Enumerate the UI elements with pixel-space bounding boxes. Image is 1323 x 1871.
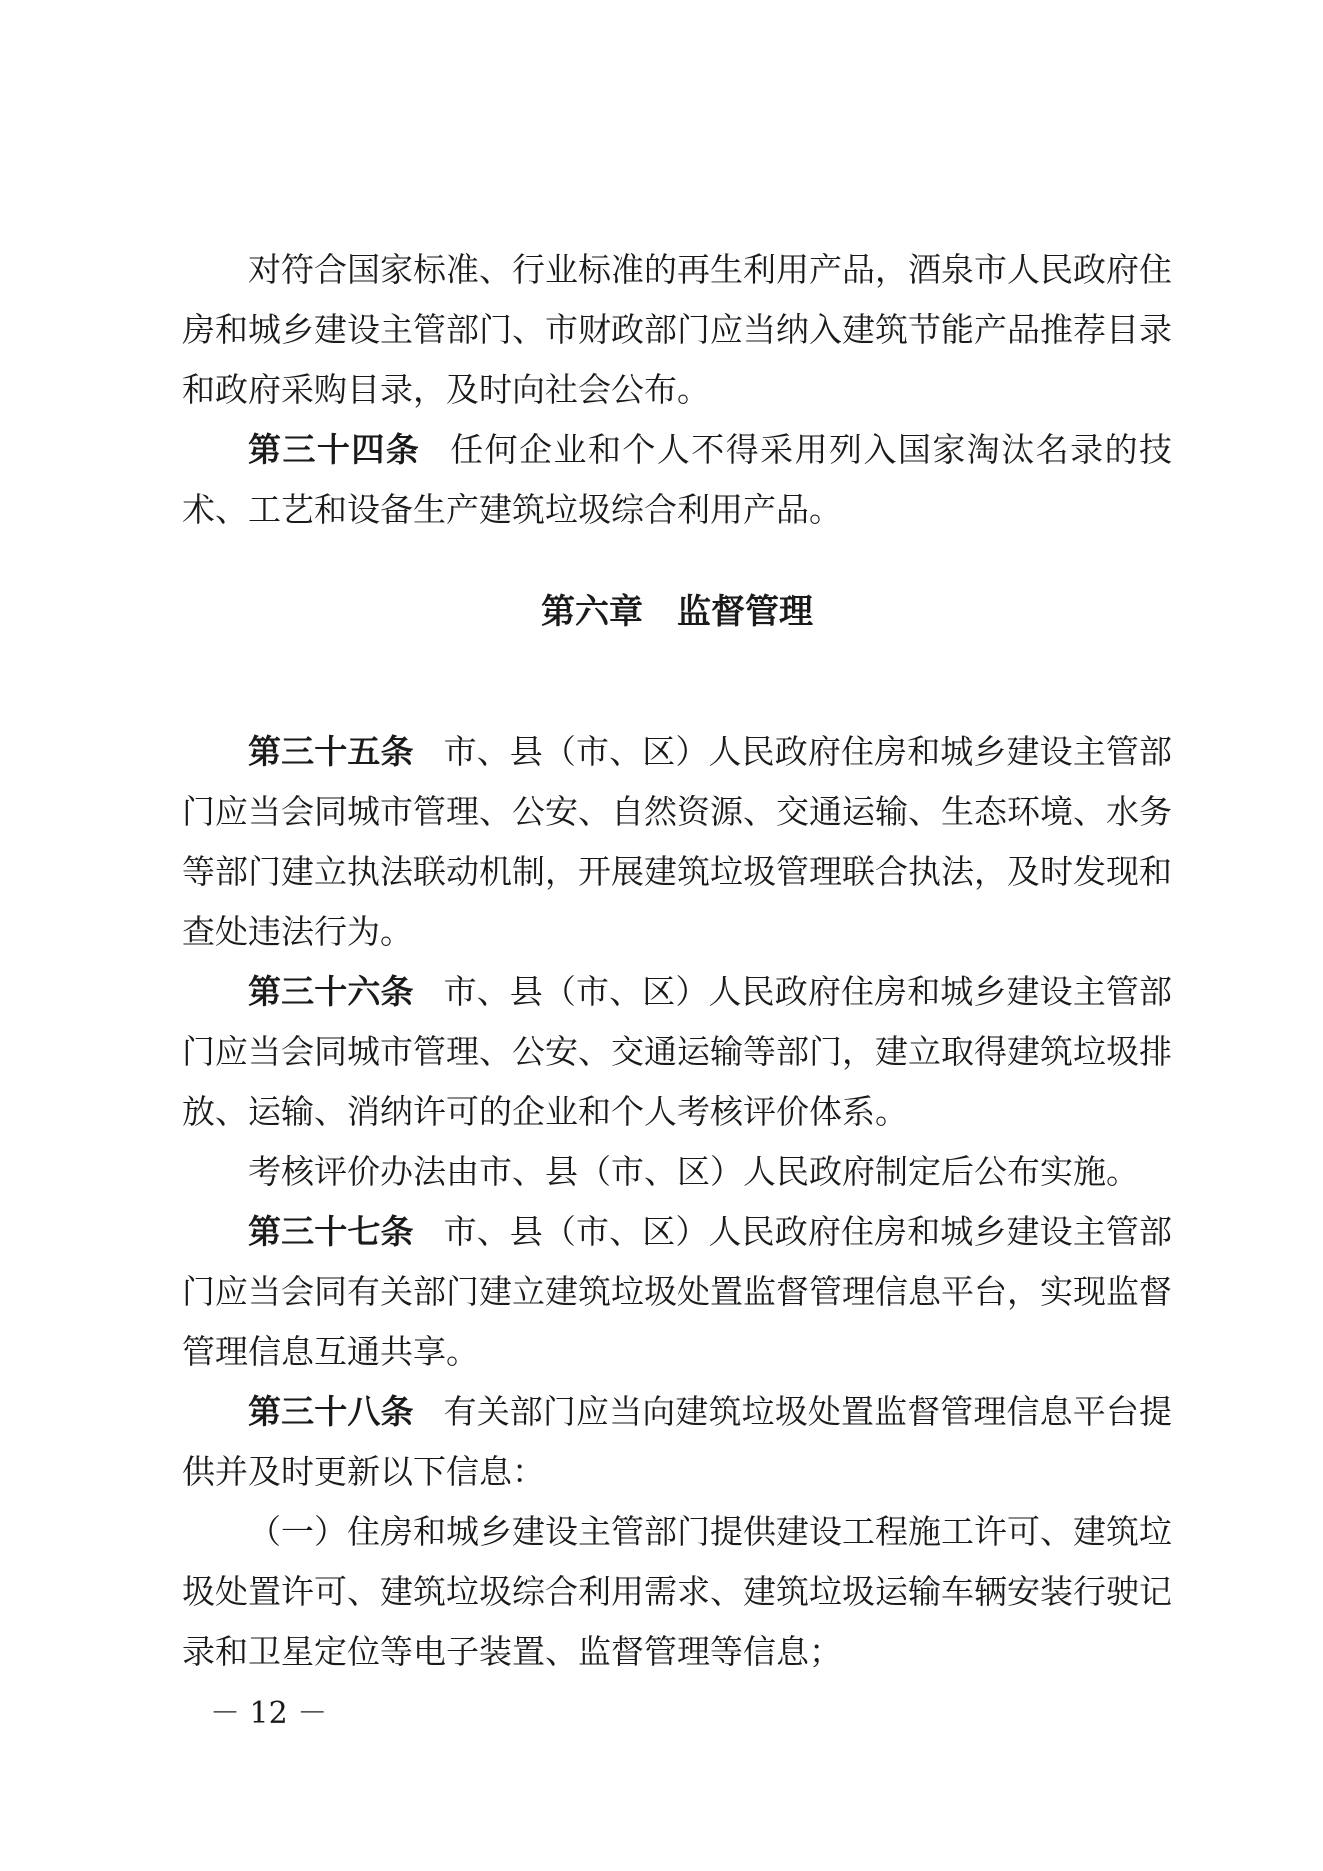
article-36-extra: 考核评价办法由市、县（市、区）人民政府制定后公布实施。 [248, 1152, 1139, 1191]
document-body [182, 240, 1172, 1682]
article-37-label: 第三十七条 [248, 1212, 414, 1251]
chapter-title: 第六章 监督管理 [541, 592, 813, 632]
article-36-label: 第三十六条 [248, 972, 414, 1011]
article-35-label: 第三十五条 [248, 732, 414, 771]
article-38-item-1: （一）住房和城乡建设主管部门提供建设工程施工许可、建筑垃圾处置许可、建筑垃圾综合利用需求、建筑垃圾运输车辆安装行驶记录和卫星定位等电子装置、监督管理等信息； [182, 1512, 1172, 1671]
article-38 [182, 1382, 1172, 1502]
article-36-text: 市、县（市、区）人民政府住房和城乡建设主管部门应当会同城市管理、公安、交通运输等部门，建立取得建筑垃圾排放、运输、消纳许可的企业和个人考核评价体系。 [182, 972, 1173, 1131]
article-34 [182, 420, 1172, 540]
article-38-text: 有关部门应当向建筑垃圾处置监督管理信息平台提供并及时更新以下信息： [182, 1392, 1173, 1491]
article-35 [182, 722, 1172, 962]
page-number: － 12 － [210, 1696, 328, 1731]
article-37-text: 市、县（市、区）人民政府住房和城乡建设主管部门应当会同有关部门建立建筑垃圾处置监督管理信息平台，实现监督管理信息互通共享。 [182, 1212, 1173, 1371]
article-35-text: 市、县（市、区）人民政府住房和城乡建设主管部门应当会同城市管理、公安、自然资源、交通运输、生态环境、水务等部门建立执法联动机制，开展建筑垃圾管理联合执法，及时发现和查处违法行为。 [182, 732, 1173, 951]
paragraph-recycled-products: 对符合国家标准、行业标准的再生利用产品，酒泉市人民政府住房和城乡建设主管部门、市财政部门应当纳入建筑节能产品推荐目录和政府采购目录，及时向社会公布。 [182, 250, 1172, 409]
article-34-text: 任何企业和个人不得采用列入国家淘汰名录的技术、工艺和设备生产建筑垃圾综合利用产品。 [182, 430, 1173, 529]
article-38-label: 第三十八条 [248, 1392, 414, 1431]
article-36 [182, 962, 1172, 1142]
article-34-label: 第三十四条 [248, 430, 421, 469]
article-37 [182, 1202, 1172, 1382]
